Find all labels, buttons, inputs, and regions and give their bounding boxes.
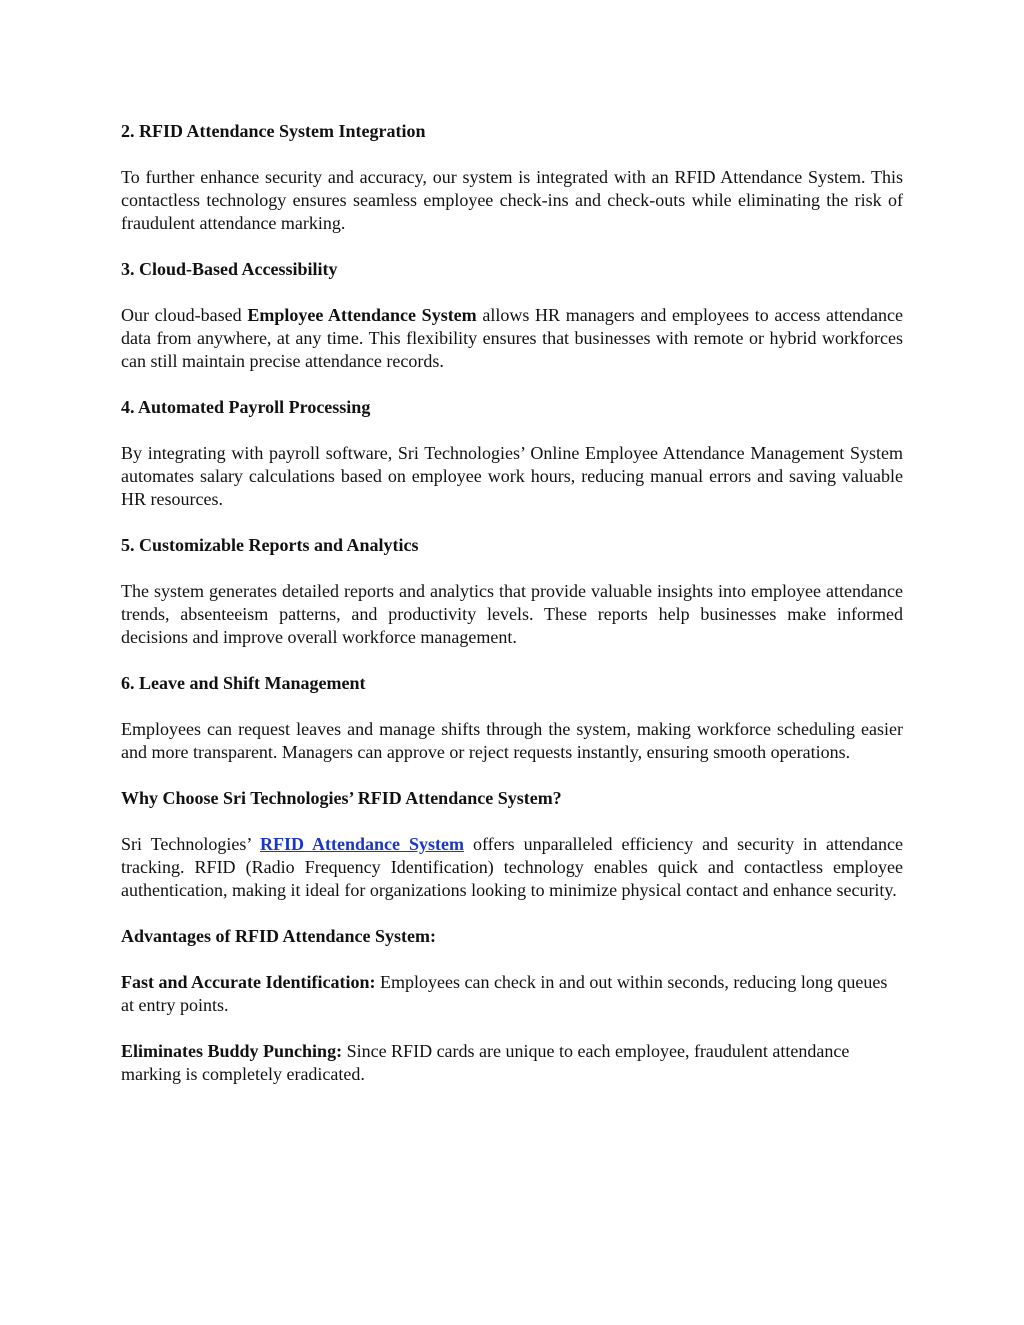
- section-heading-advantages: Advantages of RFID Attendance System:: [121, 926, 436, 946]
- cloud-body-before: Our cloud-based: [121, 305, 248, 325]
- section-heading-reports: 5. Customizable Reports and Analytics: [121, 535, 419, 555]
- rfid-attendance-system-link[interactable]: RFID Attendance System: [260, 834, 464, 854]
- section-heading-leave-shift: 6. Leave and Shift Management: [121, 673, 366, 693]
- why-body-before: Sri Technologies’: [121, 834, 261, 854]
- advantage-text: Since RFID cards are unique to each employee, fraudulent attendance marking is completely eradicated.: [121, 1041, 850, 1084]
- why-body-after: offers unparalleled efficiency and security in attendance tracking. RFID (Radio Frequency Identification) technology enables quick and contactless employee authentication, making it ideal for organizations looking to minimize physical contact and enhance security.: [121, 834, 903, 900]
- advantage-text: Employees can check in and out within seconds, reducing long queues at entry points.: [121, 972, 888, 1015]
- section-heading-rfid-integration: 2. RFID Attendance System Integration: [121, 121, 426, 141]
- advantage-label: Eliminates Buddy Punching:: [121, 1041, 343, 1061]
- section-body-why-choose: [121, 833, 903, 902]
- section-body-payroll: By integrating with payroll software, Sri Technologies’ Online Employee Attendance Management System automates salary calculations based on employee work hours, reducing manual errors and saving valuable HR resources.: [121, 443, 903, 509]
- cloud-body-bold-term: Employee Attendance System: [247, 305, 477, 325]
- section-body-rfid-integration: To further enhance security and accuracy, our system is integrated with an RFID Attendance System. This contactless technology ensures seamless employee check-ins and check-outs while eliminating the risk of fraudulent attendance marking.: [121, 167, 903, 233]
- section-heading-why-choose: Why Choose Sri Technologies’ RFID Attendance System?: [121, 788, 562, 808]
- cloud-body-after: allows HR managers and employees to access attendance data from anywhere, at any time. This flexibility ensures that businesses with remote or hybrid workforces can still maintain precise attendance records.: [121, 305, 903, 371]
- section-body-leave-shift: Employees can request leaves and manage shifts through the system, making workforce scheduling easier and more transparent. Managers can approve or reject requests instantly, ensuring smooth operations.: [121, 719, 903, 762]
- section-heading-payroll: 4. Automated Payroll Processing: [121, 397, 371, 417]
- section-heading-cloud-accessibility: 3. Cloud-Based Accessibility: [121, 259, 338, 279]
- advantage-label: Fast and Accurate Identification:: [121, 972, 376, 992]
- document-page: [121, 120, 903, 1109]
- advantage-item: [121, 971, 903, 1017]
- section-body-cloud-accessibility: [121, 304, 903, 373]
- advantage-item: [121, 1040, 903, 1086]
- section-body-reports: The system generates detailed reports and analytics that provide valuable insights into employee attendance trends, absenteeism patterns, and productivity levels. These reports help businesses make informed decisions and improve overall workforce management.: [121, 581, 903, 647]
